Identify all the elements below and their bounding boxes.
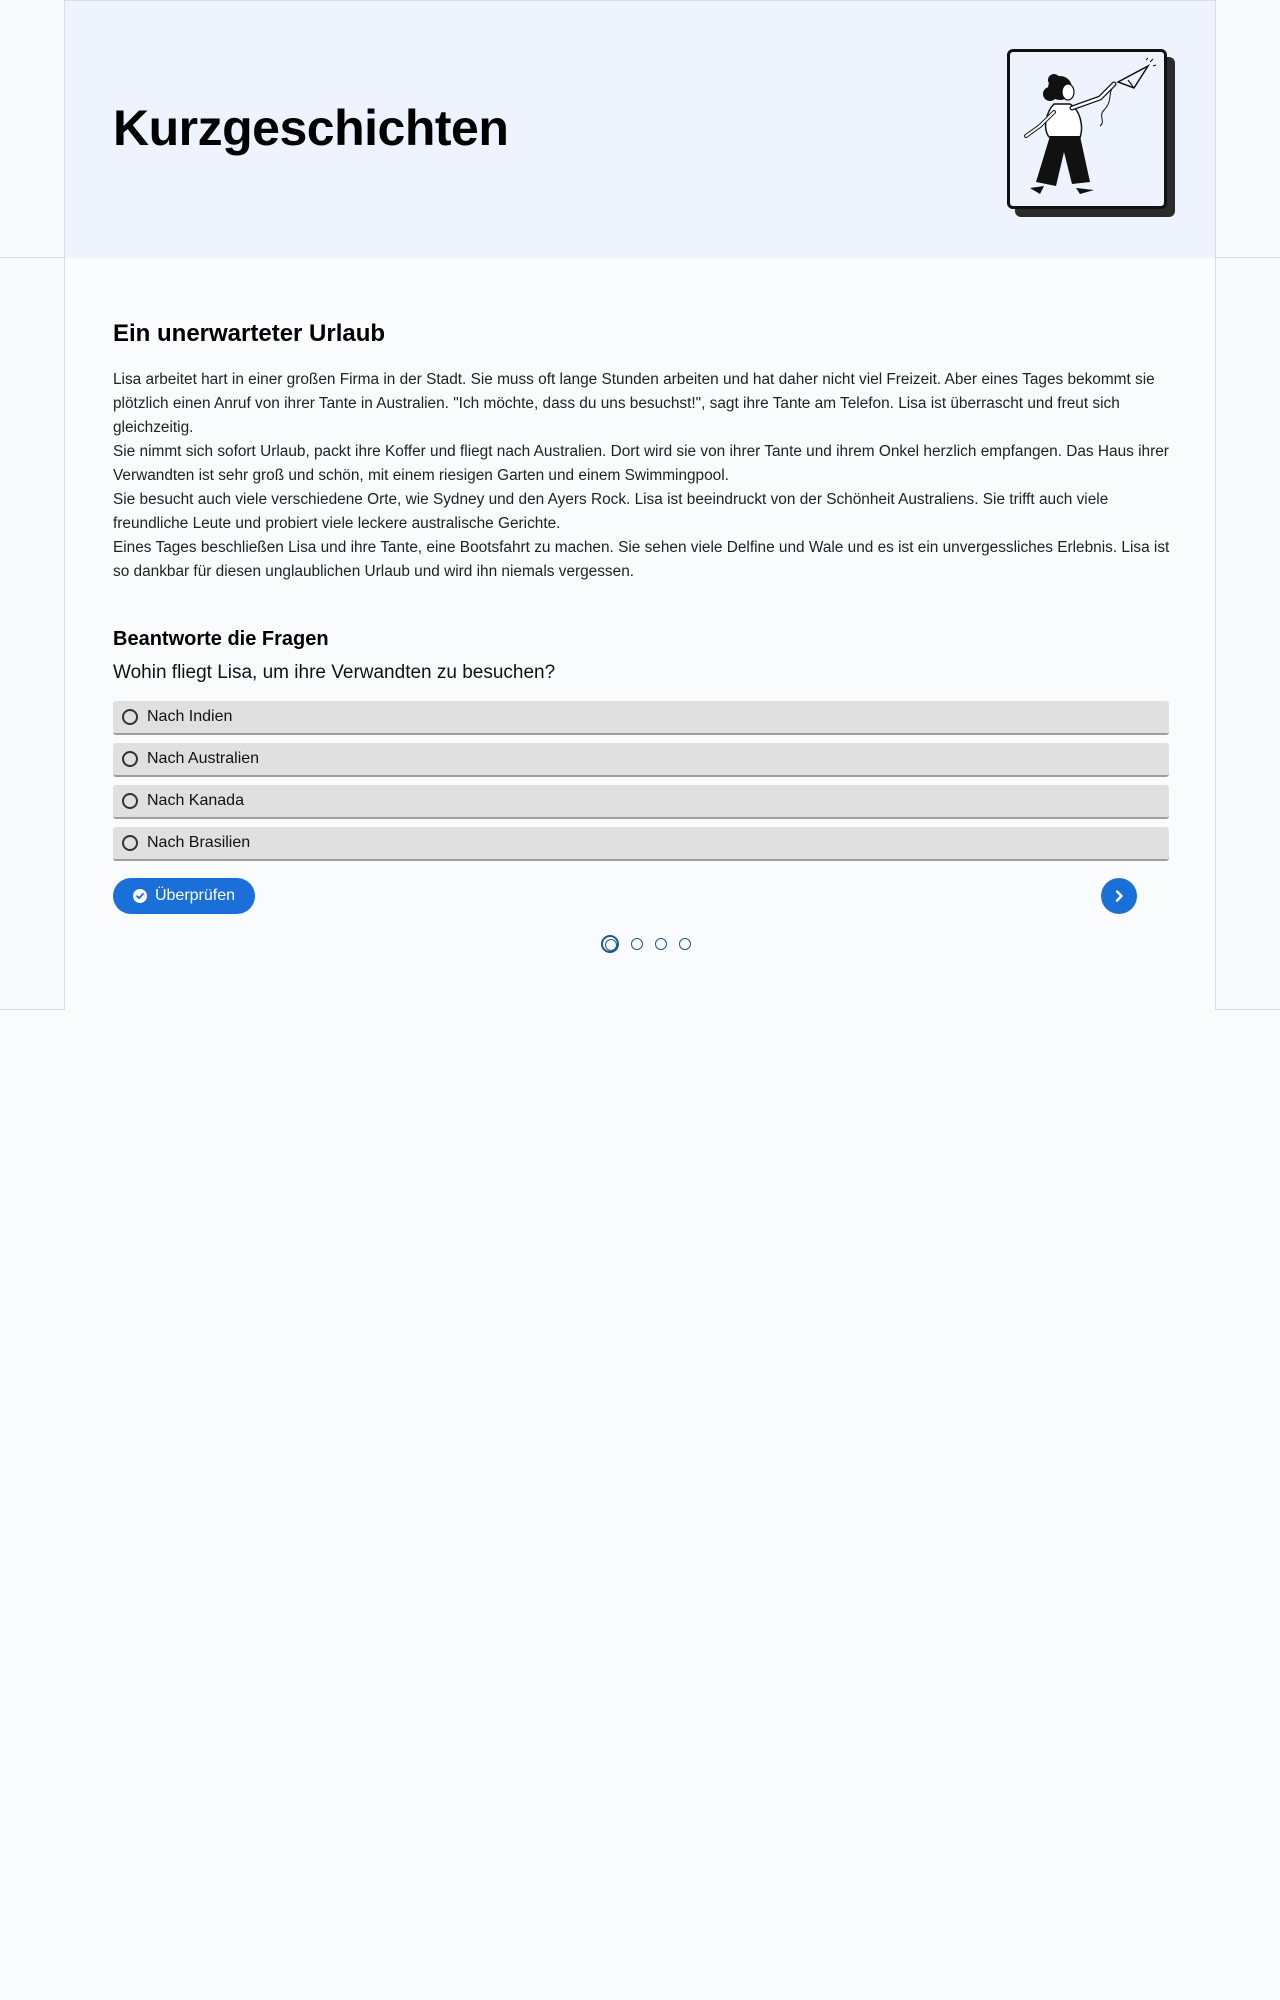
check-answer-label: Überprüfen: [154, 887, 236, 904]
pagination-dot[interactable]: [679, 938, 691, 950]
header-illustration: [1007, 49, 1175, 219]
story-paragraph: Lisa arbeitet hart in einer großen Firma in der Stadt. Sie muss oft lange Stunden arbeiten und hat daher nicht viel Freizeit. Aber eines Tages bekommt sie plötzlich einen Anruf von ihrer Tante in Australien. "Ich möchte, dass du uns besuchst!", sagt ihre Tante am Telefon. Lisa ist überrascht und freut sich gleichzeitig.: [113, 371, 1155, 436]
page-title: Kurzgeschichten: [113, 100, 509, 156]
story-paragraph: Sie besucht auch viele verschiedene Orte, wie Sydney und den Ayers Rock. Lisa ist beeindruckt von der Schönheit Australiens. Sie trifft auch viele freundliche Leute und probiert viele leckere australische Gerichte.: [113, 491, 1109, 532]
main-content: [64, 258, 1216, 1010]
chevron-right-icon: [1112, 889, 1126, 903]
answer-option-label: Nach Kanada: [147, 792, 244, 809]
answer-option[interactable]: [113, 827, 1169, 861]
radio-button[interactable]: [122, 793, 138, 809]
pagination-dot-active[interactable]: [601, 935, 619, 953]
answer-options: [113, 701, 1169, 869]
questions-heading: Beantworte die Fragen: [113, 628, 329, 650]
story-paragraph: Sie nimmt sich sofort Urlaub, packt ihre Koffer und fliegt nach Australien. Dort wird sie von ihrer Tante und ihrem Onkel herzlich empfangen. Das Haus ihrer Verwandten ist sehr groß und schön, mit einem riesigen Garten und einem Swimmingpool.: [113, 443, 1169, 484]
question-pagination: [595, 934, 697, 954]
answer-option-label: Nach Australien: [147, 750, 260, 767]
check-answer-button[interactable]: [113, 878, 255, 914]
answer-option-label: Nach Brasilien: [147, 834, 251, 851]
woman-paper-plane-icon: [1007, 49, 1167, 209]
question-text: Wohin fliegt Lisa, um ihre Verwandten zu besuchen?: [113, 662, 556, 683]
answer-option[interactable]: [113, 701, 1169, 735]
answer-option-label: Nach Indien: [147, 708, 233, 725]
next-question-button[interactable]: [1101, 878, 1137, 914]
radio-button[interactable]: [122, 751, 138, 767]
check-circle-icon: [133, 889, 147, 903]
story-title: Ein unerwarteter Urlaub: [113, 320, 386, 347]
pagination-dot[interactable]: [631, 938, 643, 950]
header: [64, 0, 1216, 258]
pagination-dot[interactable]: [655, 938, 667, 950]
story-paragraph: Eines Tages beschließen Lisa und ihre Tante, eine Bootsfahrt zu machen. Sie sehen viele Delfine und Wale und es ist ein unvergessliches Erlebnis. Lisa ist so dankbar für diesen unglaublichen Urlaub und wird ihn niemals vergessen.: [113, 539, 1170, 580]
content-band: [0, 258, 1280, 1010]
radio-button[interactable]: [122, 835, 138, 851]
answer-option[interactable]: [113, 785, 1169, 819]
story-text: [113, 368, 1173, 584]
answer-option[interactable]: [113, 743, 1169, 777]
radio-button[interactable]: [122, 709, 138, 725]
header-band: [0, 0, 1280, 258]
